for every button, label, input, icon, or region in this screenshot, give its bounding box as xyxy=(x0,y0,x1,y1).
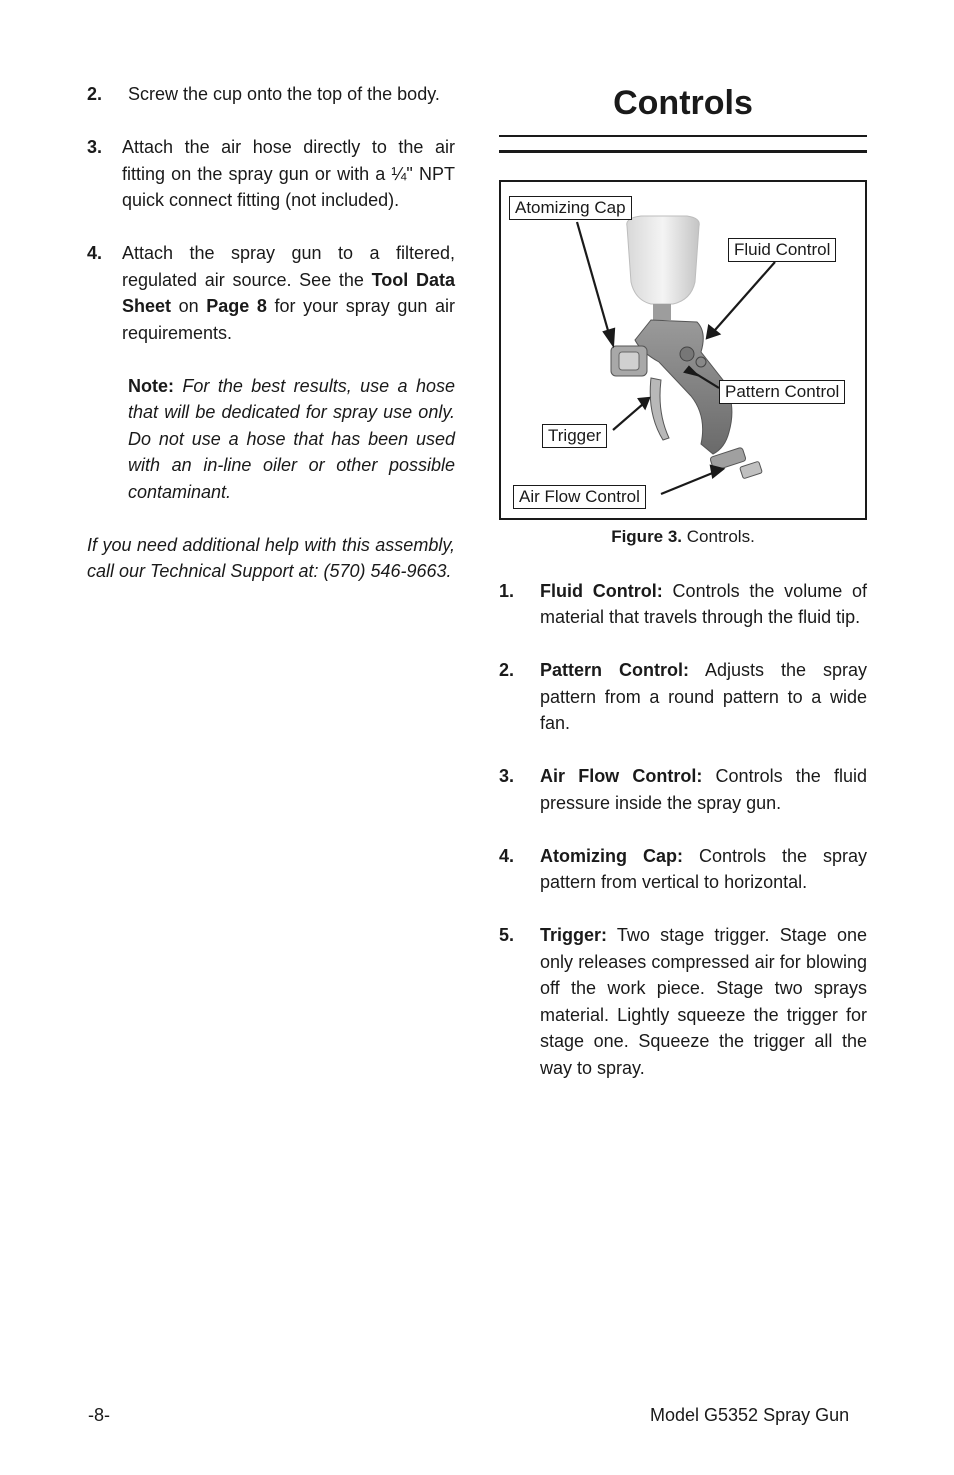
step-text: Screw the cup onto the top of the body. xyxy=(128,84,440,104)
arrow-air-flow-control-head xyxy=(711,466,723,477)
controls-figure xyxy=(499,180,867,520)
step-number: 3. xyxy=(87,137,103,157)
label-atomizing-cap: Atomizing Cap xyxy=(509,196,632,220)
item-description: Two stage trigger. Stage one only releases compressed air for blowing off the work piece. Stage two sprays material. Lightly squeeze the trigger for stage one. Squeeze the trigger all the way to spray. xyxy=(540,925,867,1078)
item-term: Atomizing Cap: xyxy=(540,845,683,866)
arrow-atomizing-cap-head xyxy=(604,329,614,345)
item-number: 4. xyxy=(499,845,515,866)
right-column xyxy=(499,81,867,1108)
assembly-step-3 xyxy=(87,134,455,214)
label-fluid-control: Fluid Control xyxy=(728,238,836,262)
item-term: Trigger: xyxy=(540,925,608,945)
assembly-step-2 xyxy=(87,81,455,108)
section-title: Controls xyxy=(613,84,753,122)
label-trigger: Trigger xyxy=(542,424,607,448)
controls-item xyxy=(499,922,867,1081)
item-number: 1. xyxy=(499,580,515,601)
item-term: Air Flow Control: xyxy=(540,766,703,786)
controls-item xyxy=(499,657,867,737)
step-text: Attach the spray gun to a filtered, regulated air source. See the Tool Data Sheet on Page 8 for your spray gun air requirements. xyxy=(122,243,455,343)
hose-note xyxy=(128,373,455,506)
item-description: Adjusts the spray pattern from a round pattern to a wide fan. xyxy=(540,660,868,733)
spray-gun-illustration xyxy=(501,182,865,518)
item-term: Pattern Control: xyxy=(540,660,689,680)
caption-text: Controls. xyxy=(682,527,755,546)
arrow-air-flow-control xyxy=(661,472,715,494)
label-air-flow-control: Air Flow Control xyxy=(513,485,646,509)
step-number: 4. xyxy=(87,243,103,263)
note-label: Note: xyxy=(128,375,174,396)
item-description: Controls the fluid pressure inside the spray gun. xyxy=(540,766,867,813)
caption-label: Figure 3. xyxy=(611,527,683,546)
item-number: 3. xyxy=(499,766,515,786)
item-number: 5. xyxy=(499,925,515,945)
figure-caption xyxy=(499,524,867,551)
item-description: Controls the spray pattern from vertical to horizontal. xyxy=(540,845,867,892)
controls-item xyxy=(499,578,867,631)
model-name: Model G5352 Spray Gun xyxy=(650,1405,850,1425)
item-term: Fluid Control: xyxy=(540,580,663,601)
controls-item xyxy=(499,843,867,896)
item-description: Controls the volume of material that travels through the fluid tip. xyxy=(540,580,868,627)
controls-list xyxy=(499,578,867,1082)
arrow-fluid-control xyxy=(715,262,775,330)
arrow-atomizing-cap xyxy=(577,222,609,334)
arrow-trigger xyxy=(613,404,643,430)
item-number: 2. xyxy=(499,660,515,680)
technical-support-text: If you need additional help with this assembly, call our Technical Support at: (570) 546-9663. xyxy=(87,534,455,581)
paint-cup xyxy=(627,216,699,320)
title-rule-top xyxy=(499,135,867,137)
controls-item xyxy=(499,763,867,816)
page-number: -8- xyxy=(88,1405,110,1425)
note-text: For the best results, use a hose that will be dedicated for spray use only. Do not use a hose that has been used with an in-line oiler or other possible contaminant. xyxy=(128,375,455,502)
left-column xyxy=(87,81,455,585)
label-pattern-control: Pattern Control xyxy=(719,380,845,404)
step-text: Attach the air hose directly to the air fitting on the spray gun or with a ¼" NPT quick connect fitting (not included). xyxy=(122,137,455,210)
assembly-step-4 xyxy=(87,240,455,346)
step-number: 2. xyxy=(87,84,103,104)
title-rule-bottom xyxy=(499,150,867,153)
